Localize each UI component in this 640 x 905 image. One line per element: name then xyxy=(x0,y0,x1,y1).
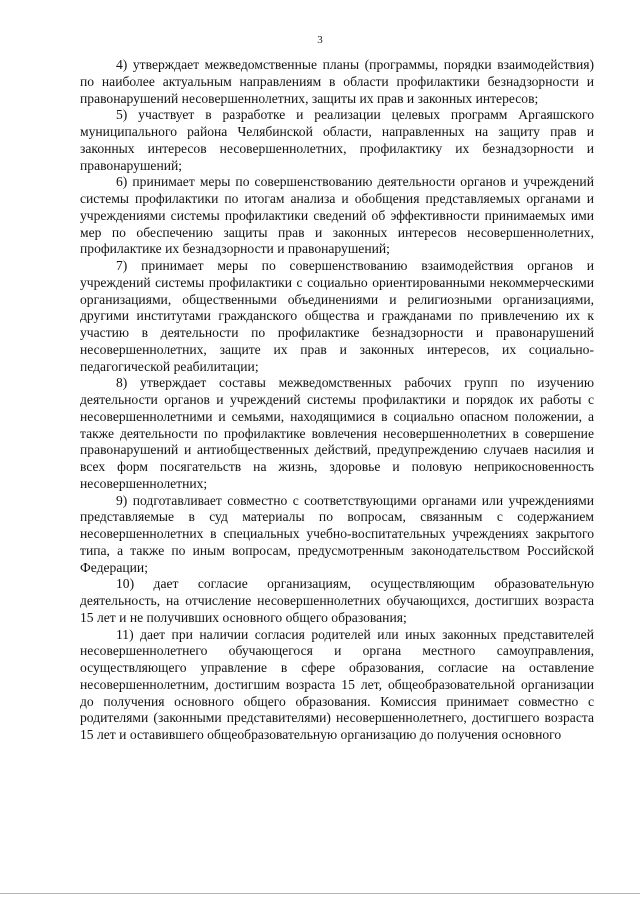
paragraph-item-8: 8) утверждает составы межведомственных рабочих групп по изучению деятельности органов и учреждений системы профилактики и порядок их работы с несовершеннолетними и семьями, находящимися в социально опасном положении, а также деятельности по профилактике вовлечения несовершеннолетних в совершение правонарушений и антиобщественных действий, предупреждению случаев насилия и всех форм посягательств на жизнь, здоровье и половую неприкосновенность несовершеннолетних; xyxy=(80,375,594,491)
paragraph-item-4: 4) утверждает межведомственные планы (программы, порядки взаимодействия) по наиболее актуальным направлениям в области профилактики безнадзорности и правонарушений несовершеннолетних, защиты их прав и законных интересов; xyxy=(80,57,594,106)
scan-bottom-edge xyxy=(0,893,640,894)
paragraph-item-11: 11) дает при наличии согласия родителей или иных законных представителей несовершеннолетнего обучающегося и органа местного самоуправления, осуществляющего управление в сфере образования, согласие на оставление несовершеннолетним, достигшим возраста 15 лет, общеобразовательной организации до получения основного общего образования. Комиссия принимает совместно с родителями (законными представителями) несовершеннолетнего, достигшего возраста 15 лет и оставившего общеобразовательную организацию до получения основного xyxy=(80,626,594,742)
paragraph-item-5: 5) участвует в разработке и реализации целевых программ Аргаяшского муниципального района Челябинской области, направленных на защиту прав и законных интересов несовершеннолетних, профилактику их безнадзорности и правонарушений; xyxy=(80,107,594,173)
paragraph-item-6: 6) принимает меры по совершенствованию деятельности органов и учреждений системы профилактики по итогам анализа и обобщения представляемых органами и учреждениями системы профилактики сведений об эффективности принимаемых ими мер по обеспечению защиты прав и законных интересов несовершеннолетних, профилактике их безнадзорности и правонарушений; xyxy=(80,174,594,257)
page-number: 3 xyxy=(317,34,323,46)
paragraph-item-10: 10) дает согласие организациям, осуществляющим образовательную деятельность, на отчисление несовершеннолетних обучающихся, достигших возраста 15 лет и не получивших основного общего образования; xyxy=(80,576,594,625)
paragraph-item-7: 7) принимает меры по совершенствованию взаимодействия органов и учреждений системы профилактики с социально ориентированными некоммерческими организациями, общественными объединениями и религиозными организациями, другими институтами гражданского общества и гражданами по привлечению их к участию в деятельности по профилактике безнадзорности и правонарушений несовершеннолетних, защите их прав и законных интересов, их социально-педагогической реабилитации; xyxy=(80,258,594,374)
paragraph-item-9: 9) подготавливает совместно с соответствующими органами или учреждениями представляемые в суд материалы по вопросам, связанным с содержанием несовершеннолетних в специальных учебно-воспитательных учреждениях закрытого типа, а также по иным вопросам, предусмотренным законодательством Российской Федерации; xyxy=(80,492,594,575)
document-body xyxy=(80,57,594,744)
